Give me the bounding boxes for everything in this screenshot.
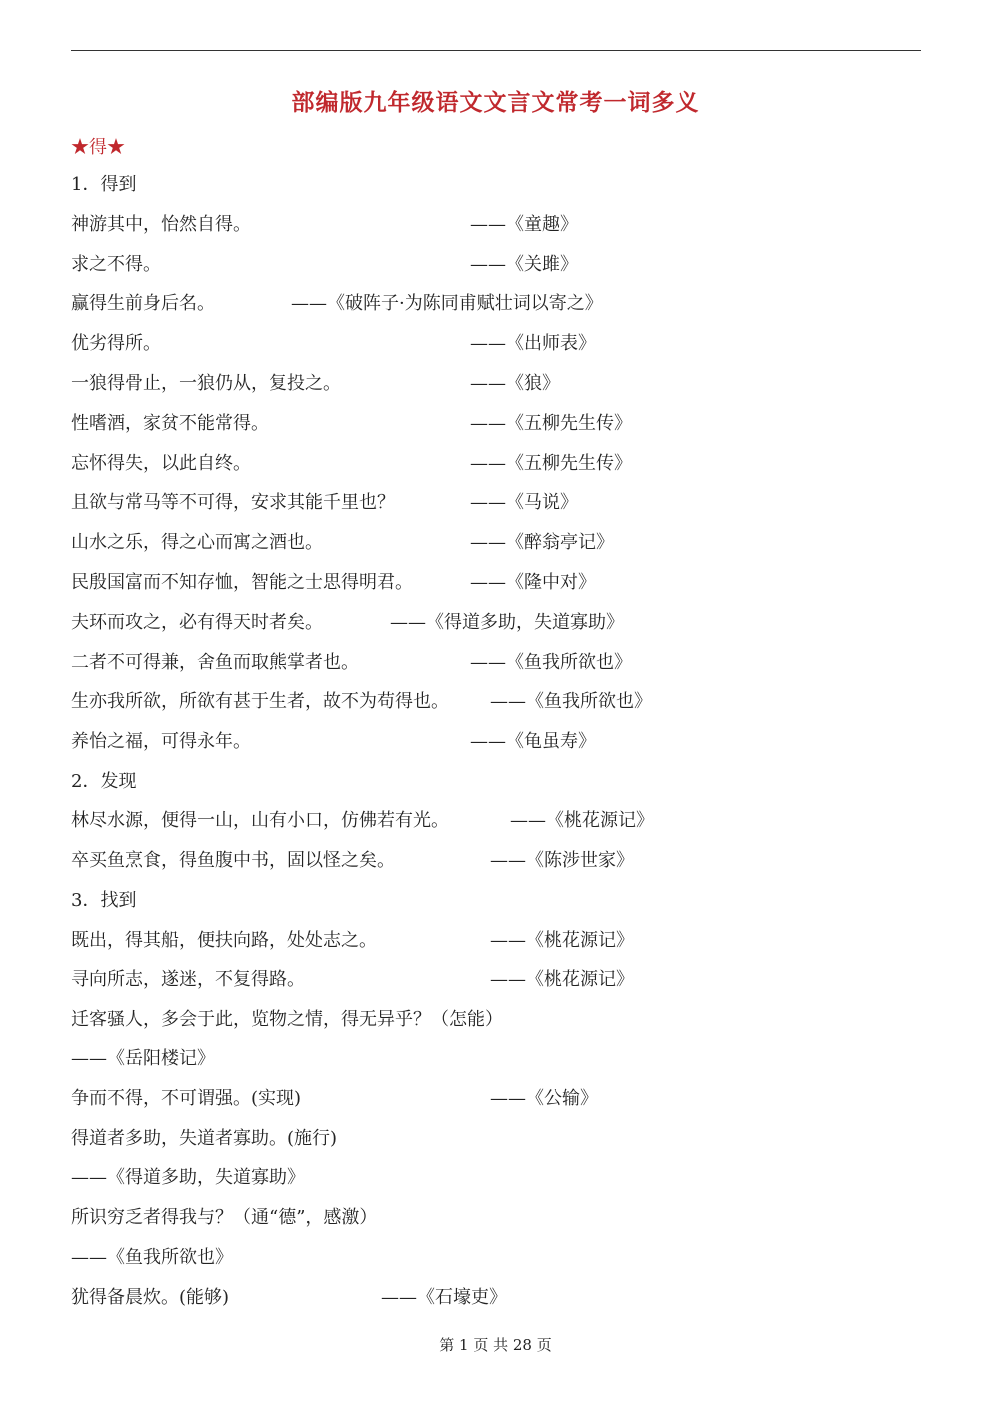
quote-source: ——《鱼我所欲也》 [71, 1247, 233, 1268]
header-rule [71, 50, 921, 51]
section-label: 2．发现 [71, 771, 137, 792]
quote-source: ——《五柳先生传》 [470, 453, 632, 474]
quote-text: 优劣得所。 [71, 333, 161, 354]
quote-text: 夫环而攻之，必有得天时者矣。 [71, 612, 323, 633]
quote-text: 二者不可得兼，舍鱼而取熊掌者也。 [71, 652, 359, 673]
quote-source: ——《公输》 [490, 1088, 598, 1109]
quote-source: ——《五柳先生传》 [470, 413, 632, 434]
quote-source: ——《桃花源记》 [490, 969, 634, 990]
quote-source: ——《出师表》 [470, 333, 596, 354]
quote-text: 林尽水源，便得一山，山有小口，仿佛若有光。 [71, 810, 449, 831]
quote-text: 生亦我所欲，所欲有甚于生者，故不为苟得也。 [71, 691, 449, 712]
quote-source: ——《醉翁亭记》 [470, 532, 614, 553]
quote-text: 争而不得，不可谓强。(实现) [71, 1088, 302, 1109]
quote-text: 求之不得。 [71, 254, 161, 275]
page-title: 部编版九年级语文文言文常考一词多义 [291, 89, 700, 116]
quote-text: 性嗜酒，家贫不能常得。 [71, 413, 269, 434]
quote-text: 所识穷乏者得我与？（通“德”，感激） [71, 1207, 378, 1228]
quote-source: ——《童趣》 [470, 214, 578, 235]
quote-text: 得道者多助，失道者寡助。(施行) [71, 1128, 338, 1149]
quote-source: ——《桃花源记》 [490, 930, 634, 951]
quote-source: ——《岳阳楼记》 [71, 1048, 215, 1069]
quote-text: 既出，得其船，便扶向路，处处志之。 [71, 930, 377, 951]
section-label: 1．得到 [71, 174, 137, 195]
quote-source: ——《马说》 [470, 492, 578, 513]
quote-source: ——《得道多助，失道寡助》 [390, 612, 624, 633]
quote-text: 卒买鱼烹食，得鱼腹中书，固以怪之矣。 [71, 850, 395, 871]
quote-source: ——《破阵子·为陈同甫赋壮词以寄之》 [291, 293, 603, 314]
quote-source: ——《陈涉世家》 [490, 850, 634, 871]
quote-source: ——《鱼我所欲也》 [490, 691, 652, 712]
quote-text: 忘怀得失，以此自终。 [71, 453, 251, 474]
quote-source: ——《得道多助，失道寡助》 [71, 1167, 305, 1188]
quote-source: ——《关雎》 [470, 254, 578, 275]
quote-text: 养怡之福，可得永年。 [71, 731, 251, 752]
quote-text: 犹得备晨炊。(能够) [71, 1287, 230, 1308]
quote-source: ——《狼》 [470, 373, 560, 394]
quote-text: 且欲与常马等不可得，安求其能千里也？ [71, 492, 395, 513]
quote-source: ——《桃花源记》 [510, 810, 654, 831]
page-footer: 第 1 页 共 28 页 [439, 1336, 552, 1354]
section-label: 3．找到 [71, 890, 137, 911]
quote-text: 赢得生前身后名。 [71, 293, 215, 314]
quote-source: ——《鱼我所欲也》 [470, 652, 632, 673]
quote-source: ——《石壕吏》 [381, 1287, 507, 1308]
quote-source: ——《龟虽寿》 [470, 731, 596, 752]
quote-text: 神游其中，怡然自得。 [71, 214, 251, 235]
quote-source: ——《隆中对》 [470, 572, 596, 593]
quote-text: 寻向所志，遂迷，不复得路。 [71, 969, 305, 990]
quote-text: 一狼得骨止，一狼仍从，复投之。 [71, 373, 341, 394]
quote-text: 山水之乐，得之心而寓之酒也。 [71, 532, 323, 553]
word-heading: ★得★ [71, 137, 125, 158]
quote-text: 民殷国富而不知存恤，智能之士思得明君。 [71, 572, 413, 593]
quote-text: 迁客骚人，多会于此，览物之情，得无异乎？（怎能） [71, 1009, 503, 1030]
